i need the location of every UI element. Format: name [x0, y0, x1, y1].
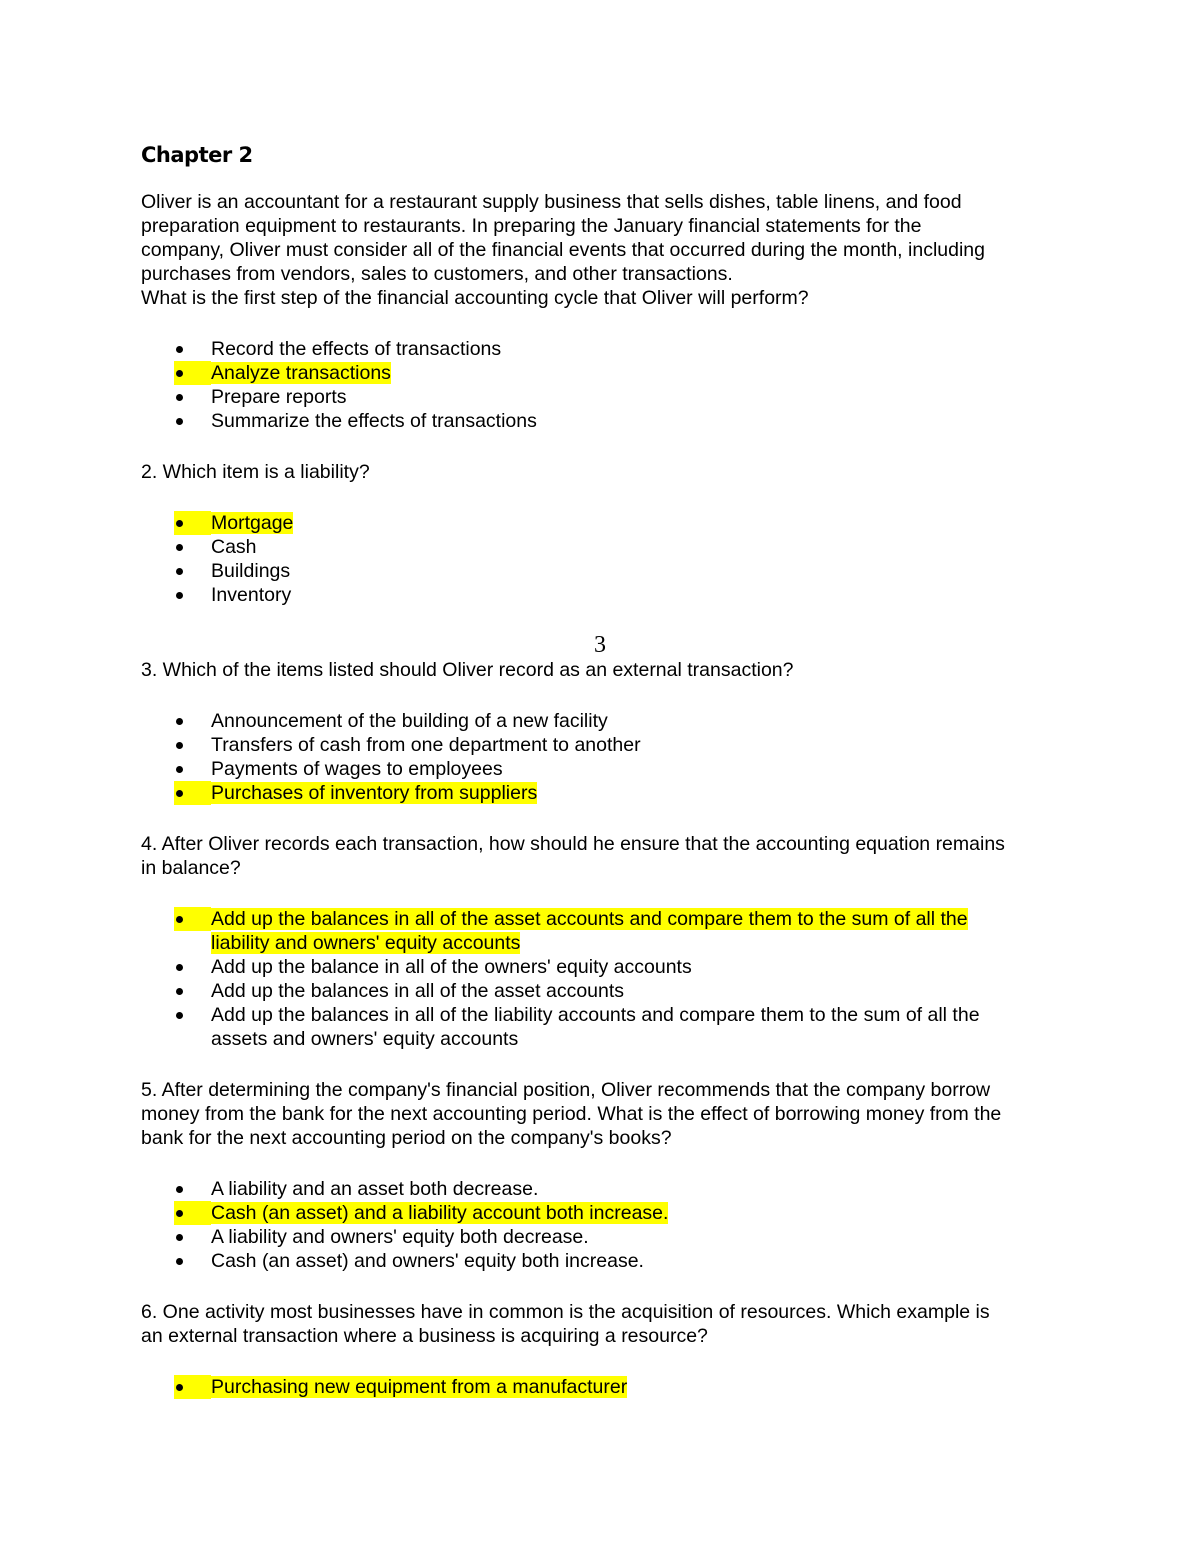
- option-item: [141, 733, 1061, 757]
- question-5-options: [141, 1177, 1061, 1273]
- option-text: Cash (an asset) and owners' equity both increase.: [211, 1250, 644, 1272]
- option-item: [141, 979, 1061, 1003]
- option-item: [141, 1177, 1061, 1201]
- question-4-options: [141, 907, 1061, 1051]
- option-text: Purchases of inventory from suppliers: [211, 782, 538, 804]
- option-text: Summarize the effects of transactions: [211, 410, 537, 432]
- option-item: [141, 955, 1061, 979]
- option-item-highlighted: [141, 907, 1061, 955]
- option-item-highlighted: [141, 361, 1061, 385]
- option-text: A liability and owners' equity both decrease.: [211, 1226, 589, 1248]
- option-item-highlighted: [141, 1375, 1061, 1399]
- intro-line: Oliver is an accountant for a restaurant supply business that sells dishes, table linens, and food: [141, 191, 962, 213]
- option-item: [141, 757, 1061, 781]
- question-5-text: [141, 1078, 1061, 1150]
- question-line: 6. One activity most businesses have in common is the acquisition of resources. Which example is: [141, 1301, 990, 1323]
- question-line: an external transaction where a business is acquiring a resource?: [141, 1325, 708, 1347]
- chapter-title: Chapter 2: [141, 143, 253, 167]
- option-item: [141, 1225, 1061, 1249]
- option-item: [141, 409, 1061, 433]
- question-2-options: [141, 511, 1061, 607]
- option-text: Prepare reports: [211, 386, 347, 408]
- question-6-text: [141, 1300, 1061, 1348]
- question-line: 4. After Oliver records each transaction, how should he ensure that the accounting equation remains: [141, 833, 1005, 855]
- question-6-options: [141, 1375, 1061, 1399]
- option-text: Add up the balance in all of the owners' equity accounts: [211, 956, 692, 978]
- bullet-icon: [174, 907, 211, 931]
- option-text: Add up the balances in all of the asset accounts: [211, 980, 625, 1002]
- bullet-icon: [174, 1201, 211, 1225]
- question-4-text: [141, 832, 1061, 880]
- option-text: Add up the balances in all of the asset accounts and compare them to the sum of all the: [211, 908, 968, 930]
- question-line: bank for the next accounting period on the company's books?: [141, 1127, 672, 1149]
- question-2-text: 2. Which item is a liability?: [141, 461, 370, 483]
- option-item: [141, 337, 1061, 361]
- option-item-highlighted: [141, 781, 1061, 805]
- option-text: liability and owners' equity accounts: [211, 932, 521, 954]
- option-text: Transfers of cash from one department to another: [211, 734, 641, 756]
- option-text: Buildings: [211, 560, 291, 582]
- document-page: [141, 140, 1061, 1426]
- bullet-icon: [174, 1375, 211, 1399]
- question-line: money from the bank for the next accounting period. What is the effect of borrowing money from the: [141, 1103, 1002, 1125]
- option-text: Cash: [211, 536, 257, 558]
- option-item-highlighted: [141, 1201, 1061, 1225]
- question-1-text: What is the first step of the financial accounting cycle that Oliver will perform?: [141, 287, 809, 309]
- option-item-highlighted: [141, 511, 1061, 535]
- option-item: [141, 1249, 1061, 1273]
- option-text: Payments of wages to employees: [211, 758, 503, 780]
- option-text: Mortgage: [211, 512, 294, 534]
- question-1-options: [141, 337, 1061, 433]
- option-text: assets and owners' equity accounts: [211, 1028, 519, 1050]
- question-line: in balance?: [141, 857, 241, 879]
- intro-line: preparation equipment to restaurants. In preparing the January financial statements for the: [141, 215, 922, 237]
- option-item: [141, 385, 1061, 409]
- option-item: [141, 559, 1061, 583]
- option-item: [141, 583, 1061, 607]
- question-3-text: 3. Which of the items listed should Oliver record as an external transaction?: [141, 659, 794, 681]
- option-item: [141, 709, 1061, 733]
- option-text: Add up the balances in all of the liability accounts and compare them to the sum of all the: [211, 1004, 980, 1026]
- option-text: Cash (an asset) and a liability account both increase.: [211, 1202, 669, 1224]
- intro-line: company, Oliver must consider all of the financial events that occurred during the month, including: [141, 239, 985, 261]
- option-text: Record the effects of transactions: [211, 338, 502, 360]
- bullet-icon: [174, 781, 211, 805]
- intro-paragraph: [141, 190, 1061, 286]
- option-text: Inventory: [211, 584, 292, 606]
- option-text: Purchasing new equipment from a manufacturer: [211, 1376, 628, 1398]
- option-item: [141, 1003, 1061, 1051]
- option-text: Analyze transactions: [211, 362, 391, 384]
- bullet-icon: [174, 511, 211, 535]
- intro-line: purchases from vendors, sales to customers, and other transactions.: [141, 263, 733, 285]
- option-text: Announcement of the building of a new facility: [211, 710, 608, 732]
- bullet-icon: [174, 361, 211, 385]
- page-number: 3: [594, 632, 606, 658]
- option-item: [141, 535, 1061, 559]
- question-3-options: [141, 709, 1061, 805]
- question-line: 5. After determining the company's financial position, Oliver recommends that the company borrow: [141, 1079, 991, 1101]
- option-text: A liability and an asset both decrease.: [211, 1178, 539, 1200]
